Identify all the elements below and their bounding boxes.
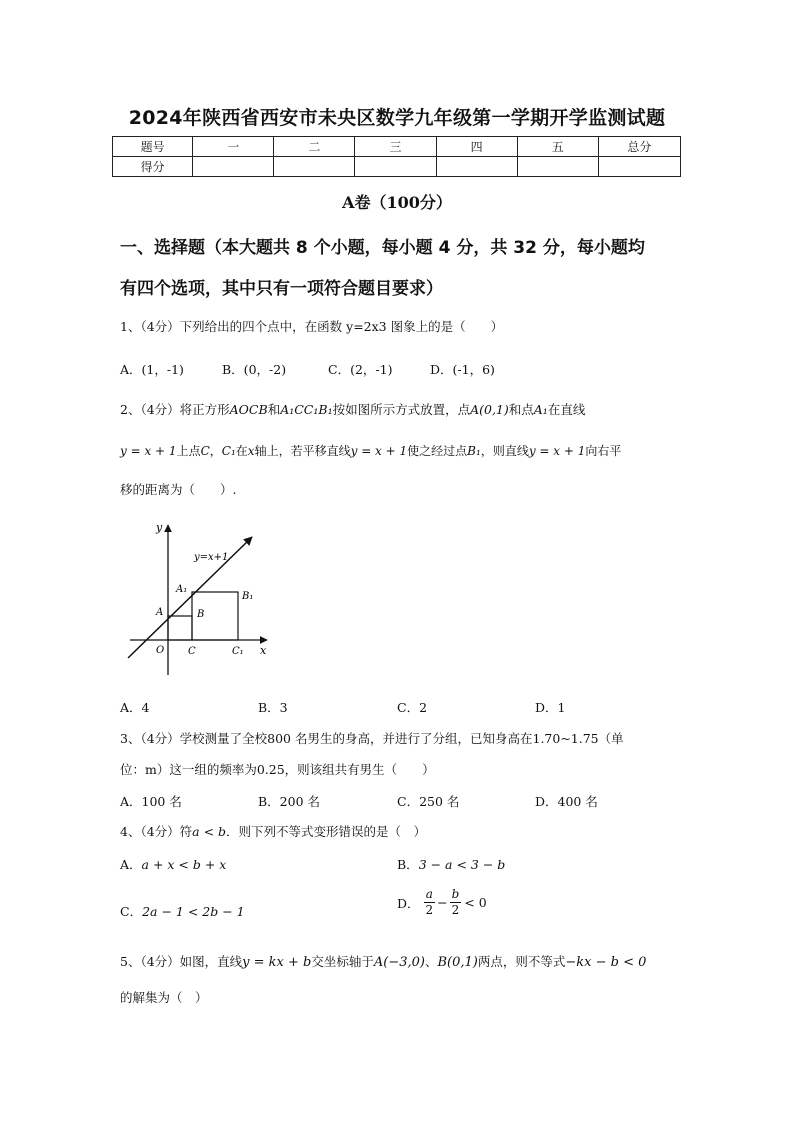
text: 2、（4分）将正方形 (120, 402, 230, 417)
q3-stem-line2: 位：m）这一组的频率为0.25，则该组共有男生（ ） (120, 762, 435, 777)
q4-option-c[interactable] (120, 902, 245, 920)
q2-option-b[interactable]: B．3 (258, 700, 288, 715)
label-c: C (188, 646, 196, 657)
math: B(0,1) (437, 955, 478, 970)
q3-stem-line1: 3、（4分）学校测量了全校800 名男生的身高，并进行了分组，已知身高在1.70~1.75（单 (120, 731, 624, 746)
score-table-header-row (113, 137, 681, 157)
math: C₁ (221, 444, 236, 458)
q3-option-b[interactable]: B．200 名 (258, 794, 321, 809)
text: ， (209, 444, 222, 458)
math: y = x + 1 (528, 444, 586, 458)
q2-stem-line1 (120, 400, 685, 420)
numerator: b (451, 887, 460, 901)
math: A(0,1) (470, 402, 509, 417)
table-cell: 四 (436, 137, 517, 157)
text: 两点，则不等式 (477, 954, 566, 969)
label-b1: B₁ (242, 591, 254, 602)
q2-stem-line3: 移的距离为（ ）. (120, 482, 237, 497)
option-label: C． (120, 904, 143, 919)
q3-option-d[interactable]: D．400 名 (535, 794, 598, 809)
math: 3 − a < 3 − b (418, 857, 506, 872)
text: 和点 (508, 402, 534, 417)
q2-option-a[interactable]: A．4 (120, 700, 150, 715)
math: a < b (192, 824, 227, 839)
section-a-heading: A卷（100分） (342, 193, 452, 212)
score-input-cell[interactable] (517, 157, 598, 177)
table-cell: 总分 (598, 137, 680, 157)
math: A₁CC₁B₁ (280, 402, 333, 417)
text: 轴上，若平移直线 (254, 444, 351, 458)
math: B₁ (467, 444, 481, 458)
text: 交坐标轴于 (311, 954, 374, 969)
q1-option-d[interactable]: D．(-1，6) (430, 362, 495, 377)
q3-option-c[interactable]: C．250 名 (397, 794, 460, 809)
q4-stem (120, 822, 685, 842)
q2-option-c[interactable]: C．2 (397, 700, 428, 715)
text: 在 (235, 444, 248, 458)
math: C (200, 444, 210, 458)
math: −kx − b < 0 (565, 955, 647, 970)
label-x: x (260, 644, 267, 657)
label-line: y=x+1 (194, 552, 229, 563)
page-title: 2024年陕西省西安市未央区数学九年级第一学期开学监测试题 (128, 107, 666, 129)
label-a1: A₁ (176, 584, 188, 595)
option-label: D． (397, 895, 420, 911)
q4-option-b[interactable] (397, 855, 505, 873)
text: 上点 (176, 444, 201, 458)
text: 在直线 (547, 402, 586, 417)
table-cell: 二 (274, 137, 355, 157)
math: 2a − 1 < 2b − 1 (142, 904, 245, 919)
label-o: O (156, 645, 165, 656)
text: 5、（4分）如图，直线 (120, 954, 243, 969)
text: 向右平 (585, 444, 622, 458)
option-label: A． (120, 857, 142, 872)
q3-option-a[interactable]: A．100 名 (120, 794, 182, 809)
text: 4、（4分）符 (120, 824, 193, 839)
score-input-cell[interactable] (193, 157, 274, 177)
math: a + x < b + x (141, 857, 227, 872)
text: 使之经过点 (407, 444, 468, 458)
score-input-cell[interactable] (598, 157, 680, 177)
numerator: a (425, 887, 433, 901)
math: A₁ (533, 402, 548, 417)
math: < 0 (464, 895, 487, 910)
score-input-cell[interactable] (274, 157, 355, 177)
math: A(−3,0) (373, 955, 425, 970)
q4-option-d[interactable] (397, 887, 487, 918)
math: y = kx + b (242, 955, 312, 970)
q5-stem-line1 (120, 952, 685, 973)
section1-heading-line2: 有四个选项，其中只有一项符合题目要求） (120, 279, 443, 299)
minus-sign: − (437, 895, 448, 910)
table-cell: 五 (517, 137, 598, 157)
q1-option-c[interactable]: C．(2，-1) (328, 362, 393, 377)
text: 、 (424, 954, 438, 969)
score-table-score-row (113, 157, 681, 177)
score-table (112, 136, 681, 177)
denominator: 2 (425, 903, 434, 917)
text: 和 (267, 402, 281, 417)
fraction-a-over-2 (424, 887, 436, 918)
option-label: B． (397, 857, 419, 872)
q1-stem: 1、（4分）下列给出的四个点中，在函数 y=2x3 图象上的是（ ） (120, 319, 504, 334)
q1-option-b[interactable]: B．(0，-2) (222, 362, 287, 377)
math: AOCB (229, 402, 268, 417)
score-input-cell[interactable] (355, 157, 436, 177)
math: y = x + 1 (120, 444, 177, 458)
q2-option-d[interactable]: D．1 (535, 700, 566, 715)
text: ，则直线 (480, 444, 529, 458)
table-cell: 三 (355, 137, 436, 157)
table-cell: 得分 (113, 157, 193, 177)
text: 按如图所示方式放置，点 (332, 402, 471, 417)
q5-stem-line2: 的解集为（ ） (120, 990, 208, 1005)
score-input-cell[interactable] (436, 157, 517, 177)
label-c1: C₁ (232, 646, 244, 657)
q2-figure (122, 515, 272, 680)
table-cell: 一 (193, 137, 274, 157)
label-a: A (156, 607, 164, 618)
q1-option-a[interactable]: A．(1，-1) (120, 362, 184, 377)
section1-heading-line1: 一、选择题（本大题共 8 个小题，每小题 4 分，共 32 分，每小题均 (120, 238, 645, 258)
denominator: 2 (451, 903, 460, 917)
square-aocb (168, 616, 192, 640)
table-cell: 题号 (113, 137, 193, 157)
q4-option-a[interactable] (120, 855, 226, 873)
math: y = x + 1 (350, 444, 408, 458)
q2-stem-line2 (120, 441, 685, 461)
label-y: y (156, 521, 163, 534)
fraction-b-over-2 (450, 887, 462, 918)
text: ．则下列不等式变形错误的是（ ） (226, 824, 427, 839)
math: x (247, 444, 255, 458)
label-b: B (197, 609, 205, 620)
